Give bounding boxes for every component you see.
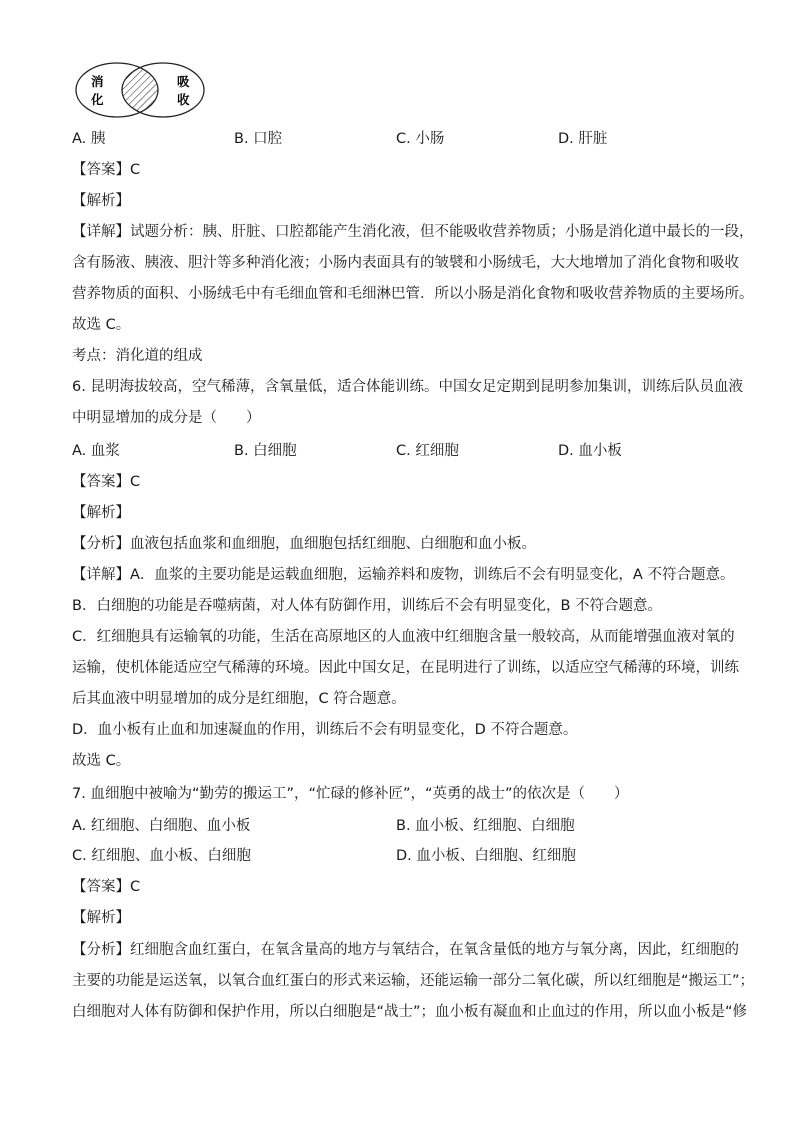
- q6-analysis-header: 【解析】: [72, 505, 130, 521]
- venn-left-label-top: 消: [91, 74, 104, 89]
- q6-detail-line: 运输，使机体能适应空气稀薄的环境。因此中国女足，在昆明进行了训练，以适应空气稀薄的环境，训练: [72, 660, 739, 676]
- q5-detail-line: 营养物质的面积、小肠绒毛中有毛细血管和毛细淋巴管．所以小肠是消化食物和吸收营养物质的主要场所。: [72, 286, 754, 302]
- q7-analysis-line: 白细胞对人体有防御和保护作用，所以白细胞是“战士”；血小板有凝血和止血过的作用，所以血小板是“修: [72, 1004, 748, 1020]
- q6-stem-line: 6. 昆明海拔较高，空气稀薄，含氧量低，适合体能训练。中国女足定期到昆明参加集训，训练后队员血液: [72, 379, 743, 395]
- q6-answer: 【答案】C: [72, 474, 141, 490]
- q7-stem: 7. 血细胞中被喻为“勤劳的搬运工”，“忙碌的修补匠”，“英勇的战士”的依次是（ ）: [72, 786, 629, 802]
- q5-analysis-header: 【解析】: [72, 193, 130, 209]
- q5-detail-line: 【详解】试题分析：胰、肝脏、口腔都能产生消化液，但不能吸收营养物质；小肠是消化道中最长的一段，: [72, 224, 754, 240]
- q5-detail-line: 故选 C。: [72, 317, 131, 333]
- q6-option-a: A. 血浆: [72, 443, 120, 459]
- q7-analysis-header: 【解析】: [72, 910, 130, 926]
- q6-detail-line: B．白细胞的功能是吞噬病菌，对人体有防御作用，训练后不会有明显变化，B 不符合题意。: [72, 598, 663, 614]
- q5-exam-point: 考点：消化道的组成: [72, 348, 203, 364]
- q5-option-d: D. 肝脏: [558, 131, 608, 147]
- q6-analysis: 【分析】血液包括血浆和血细胞，血细胞包括红细胞、白细胞和血小板。: [72, 536, 536, 552]
- q6-option-b: B. 白细胞: [234, 443, 297, 459]
- q7-analysis-line: 【分析】红细胞含血红蛋白，在氧含量高的地方与氧结合，在氧含量低的地方与氧分离，因此，红细胞的: [72, 942, 739, 958]
- q6-option-c: C. 红细胞: [396, 443, 459, 459]
- q7-answer: 【答案】C: [72, 879, 141, 895]
- q7-analysis-line: 主要的功能是运送氧，以氧合血红蛋白的形式来运输，还能运输一部分二氧化碳，所以红细胞是“搬运工”；: [72, 973, 755, 989]
- venn-diagram: [74, 60, 208, 120]
- q5-option-c: C. 小肠: [396, 131, 445, 147]
- venn-left-label-bottom: 化: [91, 92, 104, 107]
- q6-detail-line: 后其血液中明显增加的成分是红细胞，C 符合题意。: [72, 691, 406, 707]
- q6-detail-line: D．血小板有止血和加速凝血的作用，训练后不会有明显变化，D 不符合题意。: [72, 722, 578, 738]
- q5-detail-line: 含有肠液、胰液、胆汁等多种消化液；小肠内表面具有的皱襞和小肠绒毛，大大地增加了消化食物和吸收: [72, 255, 739, 271]
- q7-option-a: A. 红细胞、白细胞、血小板: [72, 818, 251, 834]
- q7-option-b: B. 血小板、红细胞、白细胞: [396, 818, 575, 834]
- venn-right-label-bottom: 收: [177, 92, 190, 107]
- q5-option-a: A. 胰: [72, 131, 106, 147]
- q7-option-c: C. 红细胞、血小板、白细胞: [72, 848, 251, 864]
- venn-right-label-top: 吸: [177, 74, 190, 89]
- q7-option-d: D. 血小板、白细胞、红细胞: [396, 848, 576, 864]
- q6-detail-line: 【详解】A．血浆的主要功能是运载血细胞，运输养料和废物，训练后不会有明显变化，A 不符合题意。: [72, 567, 735, 583]
- q5-option-b: B. 口腔: [234, 131, 283, 147]
- q6-stem-line: 中明显增加的成分是（ ）: [72, 410, 261, 426]
- q6-detail-line: 故选 C。: [72, 753, 131, 769]
- q6-detail-line: C．红细胞具有运输氧的功能，生活在高原地区的人血液中红细胞含量一般较高，从而能增强血液对氧的: [72, 629, 735, 645]
- q6-option-d: D. 血小板: [558, 443, 622, 459]
- venn-diagram-svg: [74, 60, 208, 120]
- q5-answer: 【答案】C: [72, 162, 141, 178]
